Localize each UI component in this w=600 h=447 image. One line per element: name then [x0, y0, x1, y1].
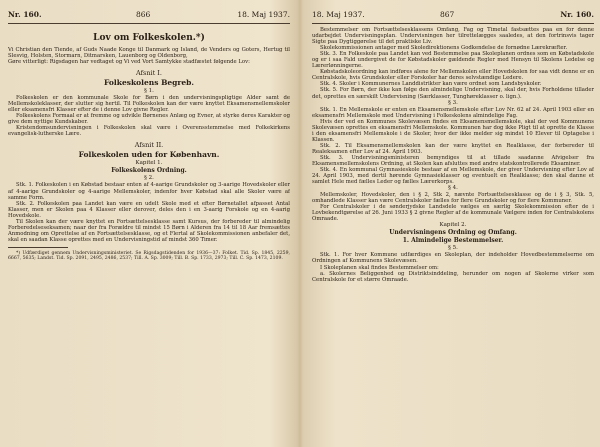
paragraph-text: Stk. 3. En Folkeskole paa Landet kan ved Bestemmelse paa Skoleplanen ordnes som en Købstadskole og er i saa Fald undergivet de for Købstadskoler gældende Regler med Hensyn til Skolens Ledelse og Lærerlønningerne. — [312, 51, 594, 70]
paragraph-text: Stk. 1. En Mellemskole er enten en Eksamensmellemskole efter Lov Nr. 62 af 24. April 1903 eller en eksamensfri Mellemskole med Undervisning i Folkeskolens almindelige Fag. — [312, 106, 594, 119]
running-head-left — [8, 10, 290, 22]
section-label: Afsnit I. — [136, 69, 162, 78]
section-title: Folkeskolen uden for København. — [78, 150, 220, 160]
paragraph-text: Skolekommissionen antager med Skoledirektionens Godkendelse de fornødne Lærekræfter. — [320, 45, 568, 52]
paragraph-text: Stk. 5. For Børn, der ikke kan følge den almindelige Undervisning, skal der, hvis Forholdene tillader det, oprettes en særskilt Undervisning (Særklasser, Tunghøreklasser o. lign.). — [312, 87, 594, 100]
paragraph-text: Stk. 1. Folkeskolen i en Købstad bestaar enten af 4-aarige Grundskoler og 3-aarige Hovedskoler eller af 4-aarige Grundskoler og 4-aarige Mellemskoler, indenfor hver Købstad skal alle Skoler være af samme Form. — [8, 182, 290, 201]
issue-date: 18. Maj 1937. — [312, 10, 365, 19]
paragraph-text: Stk. 2. Folkeskolen paa Landet kan være en udelt Skole med et efter Børnetallet afpasset Antal Klasser, men er Skolen paa 4 Klasser eller derover, deles den i en 3-aarig Forskole og en 4-aarig Hovedskole. — [8, 200, 290, 219]
right-page — [312, 0, 594, 447]
paragraph-text: Kristendomsundervisningen i Folkeskolen skal være i Overensstemmelse med Folkekirkens evangelisk-lutherske Lære. — [8, 125, 290, 138]
page-number: 866 — [136, 10, 151, 19]
paragraph-text: I Skoleplanen skal findes Bestemmelser om: — [320, 264, 439, 271]
paragraph-text: Købstadskoleordning kan indføres alene for Mellemskolen eller Hovedskolen for saa vidt denne er en Centralskole, hvis Grundskoler eller Forskoler har deres selvstændige Ledere. — [312, 69, 594, 82]
paragraph-text: Folkeskolens Formaal er at fremme og udvikle Børnenes Anlæg og Evner, at styrke deres Karakter og give dem nyttige Kundskaber. — [8, 113, 290, 126]
subsection-title: 1. Almindelige Bestemmelser. — [402, 237, 504, 245]
preamble-2: Gøre vitterligt: Rigsdagen har vedtaget og Vi ved Vort Samtykke stadfæstet følgende Lov: — [8, 59, 250, 66]
issue-number: Nr. 160. — [8, 10, 42, 19]
preamble: Vi Christian den Tiende, af Guds Naade Konge til Danmark og Island, de Venders og Goters, Hertug til Slesvig, Holsten, Stormarn, Ditmarsken, Lauenborg og Oldenborg, — [8, 47, 290, 60]
paragraph-label: § 5. — [448, 245, 458, 252]
paragraph-text: For Centralskoler i de sønderjydske Landsdele vælges en særlig Skolekommission efter de i Lovbekendtgørelse af 26. Juni 1933 § 2 givne Regler af de kommunale Vælgere inden for Centralskolens Omraade. — [312, 204, 594, 223]
paragraph-text: Stk. 1. For hver Kommune udfærdiges en Skoleplan, der indeholder Hovedbestemmelserne om Ordningen af Kommunens Skolevæsen. — [312, 252, 594, 265]
paragraph-text: Stk. 4. Skoler i Kommunernes Landdistrikter kan være ordnet som Landsbyskoler. — [320, 81, 542, 88]
paragraph-label: § 3. — [448, 99, 458, 106]
paragraph-label: § 1. — [144, 88, 154, 95]
paragraph-text: Bestemmelser om Fortsættelsesklassens Omfang, Fag og Timetal fastsættes paa en for denne udarbejdet Undervisningsplan. Undervisningen her tilrettelægges saaledes, at den fortrinsvis tager Sigte paa Dygtiggørelse til det praktiske Liv. — [312, 27, 594, 46]
paragraph-label: § 4. — [448, 185, 458, 192]
footnote-rule — [8, 247, 68, 248]
left-text — [8, 27, 290, 262]
paragraph-text: Stk. 3. Undervisningsministeren bemyndiges til at tillade saadanne Afvigelser fra Eksamensmellemskolens Ordning, at Skolen kan afsluttes med andre statskontrollerede Eksaminer. — [312, 154, 594, 167]
paragraph-text: Stk. 4. En kommunal Gymnasieskole bestaar af en Mellemskole, der giver Undervisning efter Lov af 24. April 1903, med dertil hørende Gymnasieklasser og eventuelt en Realklasse; den skal danne et samlet Hele med fælles Leder og fælles Lærerkorps. — [312, 167, 594, 186]
paragraph-text: Til Skolen kan der være knyttet en Fortsættelsesklasse samt Kursus, der forbereder til almindelig Forberedelseseksamen; naar der fra Forældre til mindst 15 Børn i Alderen fra 14 til 18 Aar fremsættes Anmodning om Oprettelse af en Fortsættelsesklasse, og et Flertal af Skolekommissionen anbefaler det, skal en saadan Klasse oprettes med en Undervisningstid af mindst 360 Timer. — [8, 218, 290, 243]
paragraph-label: § 2. — [144, 175, 154, 182]
footnote: *) Udfærdiget gennem Undervisningsministeriet. Se Rigsdagstidenden for 1936—37: Folket. Tid. Sp. 1845, 2259, 6667, 5635; Landst. Tid. Sp. 2091, 2495, 2486, 2537; Till. A. Sp. 3009; Till. B. Sp. 1733, 2973; Till. C. Sp. 1473, 2109. — [8, 250, 290, 262]
chapter-label: Kapitel 1. — [135, 160, 163, 167]
running-head-right — [312, 10, 594, 22]
issue-date: 18. Maj 1937. — [237, 10, 290, 19]
section-title: Folkeskolens Begreb. — [104, 78, 194, 88]
paragraph-text: a. Skolernes Beliggenhed og Distriktsinddeling, herunder om nogen af Skolerne virker som Centralskole for et større Omraade. — [312, 270, 594, 283]
issue-number: Nr. 160. — [560, 10, 594, 19]
section-label: Afsnit II. — [134, 141, 164, 150]
paragraph-text: Mellemskoler, Hovedskoler, den i § 2, Stk 2, nævnte Fortsættelsesklasse og de i § 3, Stk. 5, omhandlede Klasser kan være Centralskoler fælles for flere Grundskoler og for flere Kommuner. — [312, 192, 594, 205]
left-page — [8, 0, 290, 447]
header-rule — [8, 23, 290, 24]
paragraph-text: Folkeskolen er den kommunale Skole for Børn i den undervisningspligtige Alder samt de Mellemskoleklasser, der slutter sig hertil. Til Folkeskolen kan der være knyttet Eksamensmellemskoler eller eksamensfri Klasser efter de i denne Lov givne Regler. — [8, 95, 290, 114]
paragraph-text: Stk. 2. Til Eksamensmellemskolen kan der være knyttet en Realklasse, der forbereder til Realeksamen efter Lov af 24. April 1903. — [312, 142, 594, 155]
law-title: Lov om Folkeskolen.*) — [93, 33, 205, 43]
right-text — [312, 27, 594, 283]
header-rule — [312, 23, 594, 24]
chapter-label: Kapitel 2. — [439, 222, 467, 229]
chapter-title: Folkeskolens Ordning. — [111, 167, 187, 175]
page-number: 867 — [440, 10, 455, 19]
chapter-title: Undervisningens Ordning og Omfang. — [389, 229, 517, 237]
paragraph-text: Hvis der ved en Kommunes Skolevæsen findes en Eksamensmellemskole, skal der ved Kommunens Skolevæsen oprettes en eksamensfri Mellemskole. Kommunen har dog ikke Pligt til at oprette de Klasse i den eksamensfri Mellemskole i de Skoler, hvor der ikke melder sig mindst 10 Elever til Optagelse i Klassen. — [312, 118, 594, 143]
